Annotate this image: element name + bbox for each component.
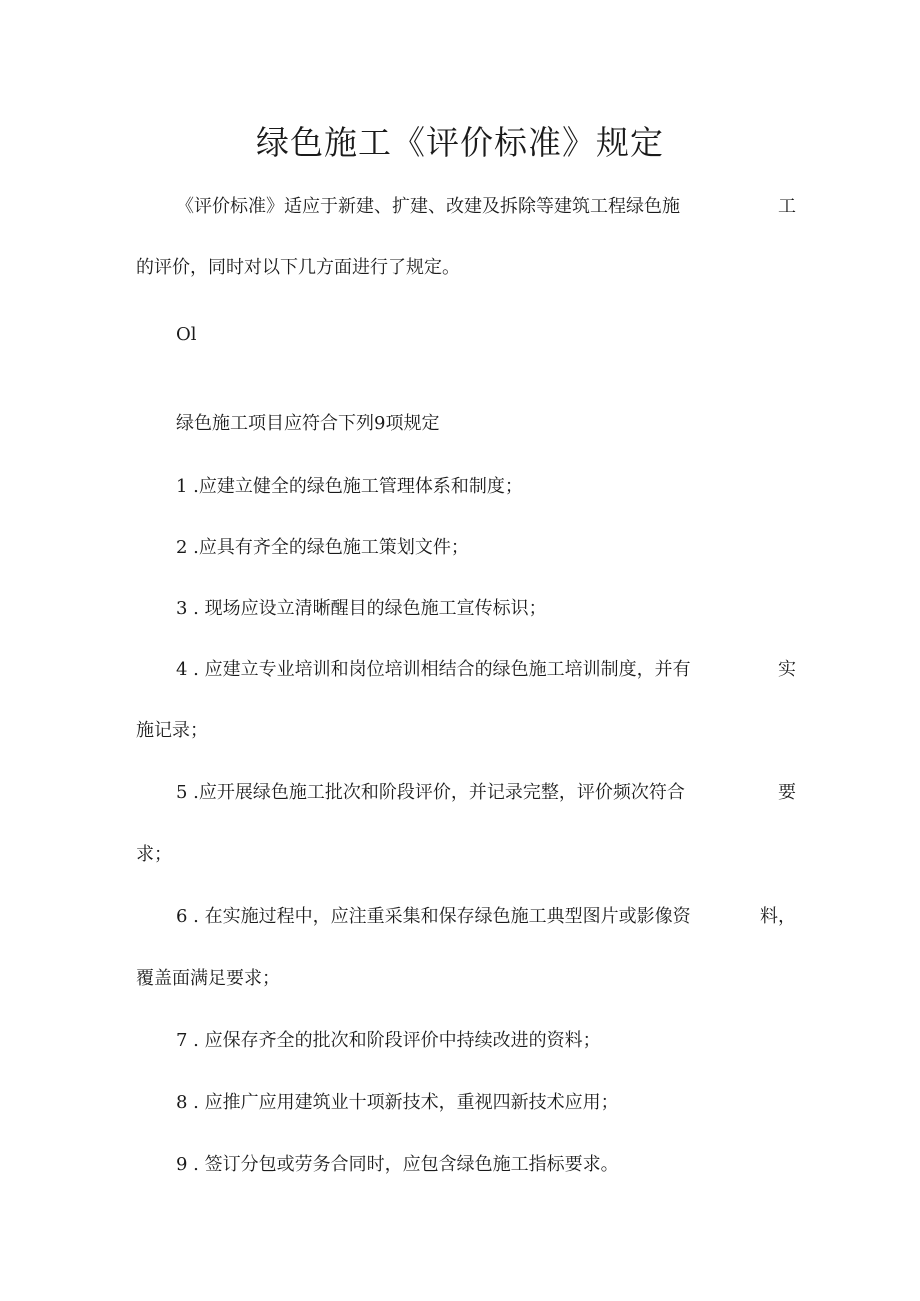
list-item-6-text: 6 . 在实施过程中，应注重采集和保存绿色施工典型图片或影像资 [176, 906, 691, 927]
list-item-5-line-2: 求； [136, 844, 172, 865]
list-item-6-line-2: 覆盖面满足要求； [136, 968, 280, 989]
list-item-7: 7 . 应保存齐全的批次和阶段评价中持续改进的资料； [176, 1030, 601, 1051]
list-item-1: 1 .应建立健全的绿色施工管理体系和制度； [176, 476, 523, 497]
list-item-6-line-1 [176, 902, 796, 932]
list-item-4-text-end: 实 [778, 659, 796, 680]
list-item-9: 9 . 签订分包或劳务合同时，应包含绿色施工指标要求。 [176, 1154, 619, 1175]
intro-paragraph-line-1 [176, 192, 796, 222]
list-item-5-line-1 [176, 778, 796, 808]
list-item-8: 8 . 应推广应用建筑业十项新技术，重视四新技术应用； [176, 1092, 619, 1113]
list-item-5-text: 5 .应开展绿色施工批次和阶段评价，并记录完整，评价频次符合 [176, 782, 685, 803]
document-title: 绿色施工《评价标准》规定 [256, 123, 664, 162]
intro-paragraph-line-2: 的评价，同时对以下几方面进行了规定。 [136, 257, 460, 278]
intro-text: 《评价标准》适应于新建、扩建、改建及拆除等建筑工程绿色施 [176, 196, 680, 217]
section-heading: 绿色施工项目应符合下列9项规定 [176, 413, 440, 434]
list-item-5-text-end: 要 [778, 782, 796, 803]
list-item-4-line-1 [176, 655, 796, 685]
list-item-2: 2 .应具有齐全的绿色施工策划文件； [176, 537, 469, 558]
list-item-4-line-2: 施记录； [136, 720, 208, 741]
intro-text-end: 工 [778, 196, 796, 217]
list-item-3: 3 . 现场应设立清晰醒目的绿色施工宣传标识； [176, 598, 547, 619]
list-item-6-text-end: 料， [760, 906, 796, 927]
section-number: Ol [176, 324, 197, 345]
list-item-4-text: 4 . 应建立专业培训和岗位培训相结合的绿色施工培训制度，并有 [176, 659, 691, 680]
